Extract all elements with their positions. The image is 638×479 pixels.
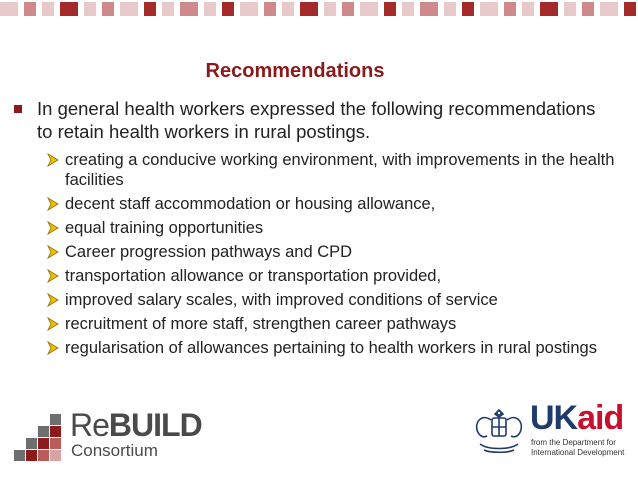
band-square xyxy=(162,2,174,16)
band-square xyxy=(204,2,216,16)
arrow-bullet-icon xyxy=(47,341,59,355)
band-square xyxy=(582,2,594,16)
band-square xyxy=(522,2,534,16)
ukaid-subtitle xyxy=(531,438,631,458)
band-square xyxy=(324,2,336,16)
band-square xyxy=(222,2,234,16)
band-square xyxy=(462,2,474,16)
list-item xyxy=(47,338,617,358)
rebuild-grid-square xyxy=(50,426,61,437)
arrow-bullet-icon xyxy=(47,317,59,331)
rebuild-consortium-text: Consortium xyxy=(71,441,158,460)
ukaid-subtitle-line: from the Department for xyxy=(531,438,616,447)
ukaid-aid-text: aid xyxy=(577,399,624,437)
ukaid-logo xyxy=(470,398,630,468)
band-square xyxy=(300,2,318,16)
band-square xyxy=(384,2,396,16)
arrow-bullet-icon xyxy=(47,245,59,259)
list-item xyxy=(47,242,617,262)
rebuild-grid-square xyxy=(50,450,61,461)
main-bullet xyxy=(14,97,614,143)
rebuild-grid-square xyxy=(38,450,49,461)
list-item xyxy=(47,218,617,238)
band-square xyxy=(24,2,36,16)
rebuild-grid-square xyxy=(26,450,37,461)
rebuild-grid-square xyxy=(26,438,37,449)
list-item-text: decent staff accommodation or housing allowance, xyxy=(65,195,436,213)
band-square xyxy=(444,2,456,16)
band-square xyxy=(144,2,156,16)
band-square xyxy=(480,2,498,16)
band-square xyxy=(282,2,294,16)
arrow-bullet-icon xyxy=(47,197,59,211)
arrow-bullet-icon xyxy=(47,269,59,283)
list-item xyxy=(47,266,617,286)
band-square xyxy=(84,2,96,16)
ukaid-wordmark xyxy=(530,398,623,438)
band-square xyxy=(600,2,618,16)
rebuild-grid-square xyxy=(14,450,25,461)
band-square xyxy=(420,2,438,16)
band-square xyxy=(564,2,576,16)
band-square xyxy=(102,2,114,16)
decorative-top-band xyxy=(0,0,638,22)
band-square xyxy=(60,2,78,16)
list-item-text: equal training opportunities xyxy=(65,219,264,237)
rebuild-grid-square xyxy=(38,438,49,449)
band-square xyxy=(120,2,138,16)
rebuild-re-text: Re xyxy=(70,407,109,443)
band-square xyxy=(240,2,258,16)
arrow-bullet-icon xyxy=(47,153,59,167)
royal-crest-icon xyxy=(470,404,528,458)
list-item xyxy=(47,290,617,310)
band-square xyxy=(402,2,414,16)
square-bullet-icon xyxy=(14,105,22,113)
arrow-bullet-icon xyxy=(47,293,59,307)
ukaid-uk-text: UK xyxy=(530,399,578,437)
band-square xyxy=(504,2,516,16)
band-square xyxy=(342,2,354,16)
list-item-text: transportation allowance or transportation provided, xyxy=(65,267,442,285)
band-square xyxy=(540,2,558,16)
list-item-text: Career progression pathways and CPD xyxy=(65,243,353,261)
rebuild-wordmark xyxy=(70,408,202,442)
list-item-text: regularisation of allowances pertaining to health workers in rural postings xyxy=(65,339,597,357)
slide-title: Recommendations xyxy=(205,60,385,82)
list-item-text: recruitment of more staff, strengthen career pathways xyxy=(65,315,457,333)
ukaid-subtitle-line: International Development xyxy=(531,448,625,457)
list-item xyxy=(47,194,617,214)
list-item-text: creating a conducive working environment, with improvements in the health facilities xyxy=(65,151,615,189)
band-square xyxy=(42,2,54,16)
main-bullet-text: In general health workers expressed the following recommendations to retain health workers in rural postings. xyxy=(37,98,596,142)
rebuild-consortium-logo xyxy=(14,408,214,463)
rebuild-grid-square xyxy=(50,438,61,449)
list-item xyxy=(47,150,617,190)
list-item-text: improved salary scales, with improved conditions of service xyxy=(65,291,498,309)
band-square xyxy=(180,2,198,16)
recommendations-list xyxy=(47,150,617,362)
band-square xyxy=(0,2,18,16)
rebuild-grid-square xyxy=(38,426,49,437)
band-square xyxy=(624,2,636,16)
rebuild-build-text: BUILD xyxy=(108,407,202,443)
arrow-bullet-icon xyxy=(47,221,59,235)
list-item xyxy=(47,314,617,334)
band-square xyxy=(360,2,378,16)
rebuild-grid-square xyxy=(50,414,61,425)
band-square xyxy=(264,2,276,16)
